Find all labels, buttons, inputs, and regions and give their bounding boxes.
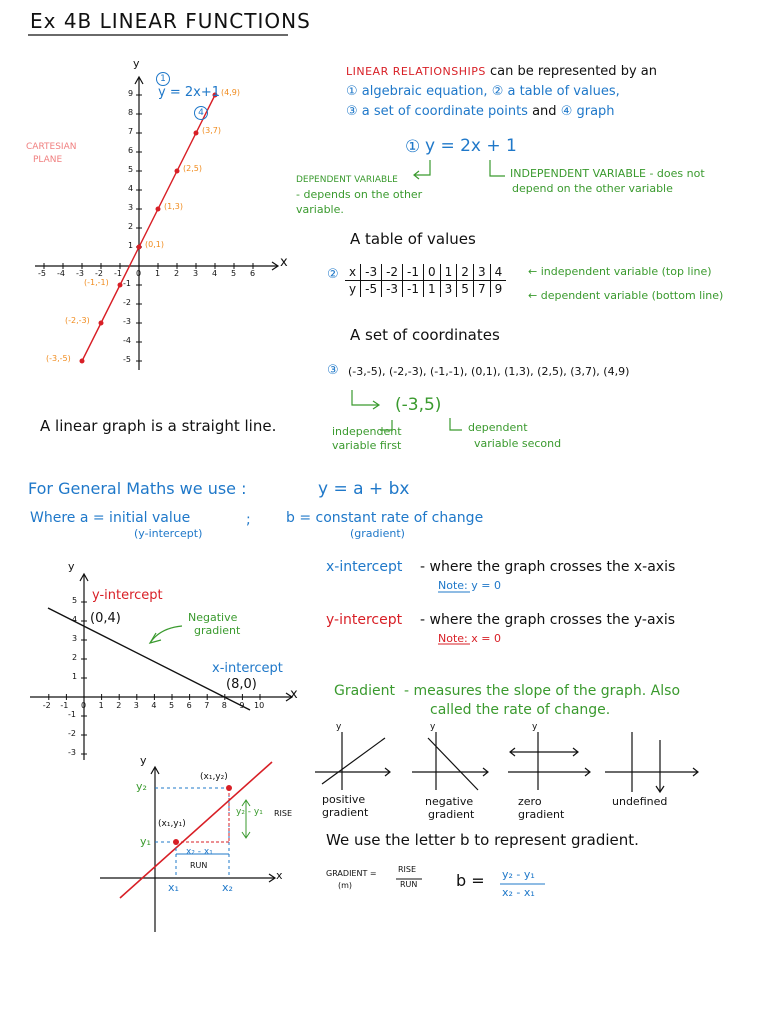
- graph2-y-label: y: [68, 560, 75, 573]
- graph1-x-tick-label: 2: [174, 269, 180, 278]
- graph3-run-expr: x₂ - x₁: [186, 847, 213, 857]
- y-intercept-note: Note: x = 0: [438, 632, 501, 645]
- mini-zero-y: y: [532, 722, 538, 732]
- formula-b-eq: b =: [456, 871, 485, 890]
- graph1-y-tick-label: -2: [123, 298, 131, 307]
- table-x-cell: -3: [361, 264, 382, 281]
- mini-positive: [315, 732, 390, 790]
- graph1-graph-num: 4: [194, 106, 208, 120]
- graph1-point-label: (2,5): [183, 164, 202, 173]
- graph2-x-tick-label: 0: [81, 701, 87, 710]
- formula-denominator: x₂ - x₁: [502, 886, 535, 899]
- cap-positive-1: positive: [322, 793, 366, 806]
- table-x-cell: 3: [473, 264, 490, 281]
- graph1-y-tick-label: 6: [128, 146, 134, 155]
- eq-block-equation: y = 2x + 1: [425, 136, 517, 156]
- formula-gradient: GRADIENT =: [326, 869, 377, 878]
- plane-label-1: CARTESIAN: [26, 142, 77, 152]
- graph3-point-2: [226, 785, 232, 791]
- graph1-x-tick-label: -5: [38, 269, 46, 278]
- graph1-eq-num: 1: [156, 72, 170, 86]
- table-y-cell: y: [349, 282, 357, 296]
- gradient-term: Gradient: [334, 683, 395, 699]
- table-y-cell: 1: [424, 281, 441, 298]
- graph1-x-tick-label: 3: [193, 269, 199, 278]
- formula-rise: RISE: [398, 865, 417, 874]
- mini-zero: [508, 732, 590, 790]
- graph1-y-tick-label: 7: [128, 127, 134, 136]
- graph1-line: [80, 93, 218, 364]
- general-maths-line: For General Maths we use :: [28, 479, 247, 498]
- graph1-point: [137, 245, 142, 250]
- graph2-y-tick-label: -3: [68, 748, 76, 757]
- graph1-y-tick-label: 4: [128, 184, 134, 193]
- coords-dep1: dependent: [468, 421, 528, 434]
- general-maths-sep: ;: [246, 512, 251, 528]
- formula-run: RUN: [400, 880, 418, 889]
- coords-num: ③: [327, 363, 339, 378]
- general-maths-b: b = constant rate of change: [286, 510, 484, 526]
- graph1-y-tick-label: -1: [123, 279, 131, 288]
- table-bottom-note: ← dependent variable (bottom line): [528, 289, 724, 302]
- table-num: ②: [327, 267, 339, 282]
- indep-desc: depend on the other variable: [512, 182, 673, 195]
- graph1-x-tick-label: -1: [114, 269, 122, 278]
- table-top-note: ← independent variable (top line): [528, 265, 712, 278]
- eq-block-num: ①: [405, 137, 421, 157]
- dep-desc1: - depends on the other: [296, 188, 423, 201]
- graph3-rise: RISE: [274, 809, 293, 818]
- graph3-rise-expr: y₂ - y₁: [236, 807, 263, 817]
- table-y-cell: -3: [382, 281, 403, 298]
- gradient-letter-note: We use the letter b to represent gradient.: [326, 831, 639, 849]
- coords-indep2: variable first: [332, 439, 402, 452]
- graph2-y-tick-label: 2: [72, 653, 78, 662]
- graph1-point: [118, 283, 123, 288]
- indep-arrow: [490, 160, 505, 176]
- graph1-point: [80, 359, 85, 364]
- graph1-x-tick-label: 4: [212, 269, 218, 278]
- graph1-y-tick-label: 1: [128, 241, 134, 250]
- graph1-x-tick-label: 6: [250, 269, 256, 278]
- graph1-point-label: (-1,-1): [84, 278, 109, 287]
- x-intercept-desc: - where the graph crosses the x-axis: [420, 559, 676, 575]
- plane-label-2: PLANE: [33, 155, 63, 165]
- graph2-negative-1: Negative: [188, 611, 238, 624]
- table-x-cell: 1: [440, 264, 457, 281]
- graph1-x-tick-label: 0: [136, 269, 142, 278]
- coords-indep1: independent: [332, 425, 402, 438]
- graph1-y-tick-label: 2: [128, 222, 134, 231]
- mini-undefined: [605, 732, 698, 792]
- dep-desc2: variable.: [296, 203, 344, 216]
- graph1-y-tick-label: -4: [123, 336, 131, 345]
- graph1-y-tick-label: 8: [128, 108, 134, 117]
- y-intercept-term: y-intercept: [326, 612, 403, 628]
- graph2-x-tick-label: 7: [204, 701, 210, 710]
- graph2-x-tick-label: 5: [169, 701, 175, 710]
- intro-line3: [346, 105, 615, 119]
- graph1-point-label: (0,1): [145, 240, 164, 249]
- graph2-x-tick-label: 9: [239, 701, 245, 710]
- table-x-cell: 2: [457, 264, 474, 281]
- graph3-p1: (x₁,y₁): [158, 819, 186, 829]
- graph1-x-tick-label: 1: [155, 269, 161, 278]
- dep-title: DEPENDENT VARIABLE: [296, 175, 398, 185]
- graph2-y-intercept-point: (0,4): [90, 611, 121, 626]
- general-maths-equation: y = a + bx: [318, 479, 410, 499]
- gradient-desc2: called the rate of change.: [430, 702, 611, 718]
- general-maths-where: Where a = initial value: [30, 510, 191, 526]
- cap-zero-1: zero: [518, 795, 542, 808]
- table-x-cell: -2: [382, 264, 403, 281]
- graph2-y-tick-label: 3: [72, 634, 78, 643]
- graph2-x-label: x: [290, 687, 298, 702]
- graph1-point-label: (-2,-3): [65, 316, 90, 325]
- table-row-x: [345, 264, 506, 281]
- table-heading: A table of values: [350, 230, 476, 248]
- graph3-p2: (x₁,y₂): [200, 772, 228, 782]
- graph2-x-tick-label: 10: [254, 701, 265, 710]
- linear-graph-note: A linear graph is a straight line.: [40, 417, 277, 435]
- intro-line1-text: can be represented by an: [489, 64, 657, 79]
- table-x-cell: 0: [424, 264, 441, 281]
- graph1-point: [194, 131, 199, 136]
- intro-and: and: [532, 104, 557, 119]
- table-y-cell: 7: [473, 281, 490, 298]
- graph1-x-tick-label: -2: [95, 269, 103, 278]
- gradient-desc1: - measures the slope of the graph. Also: [404, 683, 681, 699]
- graph1-point: [156, 207, 161, 212]
- graph1-y-label: y: [133, 57, 140, 70]
- graph2-negative-2: gradient: [194, 624, 241, 637]
- graph2-x-tick-label: 4: [151, 701, 157, 710]
- cap-negative-1: negative: [425, 795, 474, 808]
- graph1-y-tick-label: 9: [128, 89, 134, 98]
- graph1-x-tick-label: -3: [76, 269, 84, 278]
- graph1-point-label: (4,9): [221, 88, 240, 97]
- graph2-x-tick-label: 1: [98, 701, 104, 710]
- graph2-x-tick-label: 8: [221, 701, 227, 710]
- table-x-cell: x: [345, 264, 361, 281]
- table-y-cell: 3: [440, 281, 457, 298]
- cap-undefined: undefined: [612, 795, 668, 808]
- graph2-x-tick-label: -1: [60, 701, 69, 710]
- coords-dep2: variable second: [474, 437, 562, 450]
- general-maths-b-sub: (gradient): [350, 527, 405, 540]
- graph2-x-tick-label: -2: [42, 701, 51, 710]
- coords-list: (-3,-5), (-2,-3), (-1,-1), (0,1), (1,3), (2,5), (3,7), (4,9): [348, 365, 630, 378]
- formula-m: (m): [338, 881, 353, 890]
- intro-line2: [346, 85, 620, 99]
- table-row-y: [345, 281, 506, 298]
- graph2-y-intercept-label: y-intercept: [92, 588, 163, 603]
- graph3-x2: x₂: [222, 881, 233, 894]
- indep-title: INDEPENDENT VARIABLE - does not: [510, 167, 705, 180]
- intro-line1: [346, 65, 657, 79]
- cap-positive-2: gradient: [322, 806, 369, 819]
- graph2-y-tick-label: 1: [72, 672, 78, 681]
- graph3-y1: y₁: [140, 835, 151, 848]
- intro-item2: ② a table of values,: [491, 84, 620, 99]
- graph2-x-intercept-point: (8,0): [226, 677, 257, 692]
- graph3-triangle: [176, 788, 229, 842]
- mini-negative-y: y: [430, 722, 436, 732]
- values-table: [345, 264, 506, 297]
- graph1-y-tick-label: -3: [123, 317, 131, 326]
- graph1-equation: y = 2x+1: [158, 85, 220, 100]
- intro-item1: ① algebraic equation,: [346, 84, 488, 99]
- table-y-cell: 5: [457, 281, 474, 298]
- graph1-point: [175, 169, 180, 174]
- graph2-y-tick-label: 4: [72, 615, 78, 624]
- coords-example: (-3,5): [395, 395, 442, 415]
- graph2-x-tick-label: 6: [186, 701, 192, 710]
- graph3-run: RUN: [190, 861, 208, 870]
- graph3-point-1: [173, 839, 179, 845]
- linear-relationships-term: LINEAR RELATIONSHIPS: [346, 65, 486, 78]
- general-maths-a-sub: (y-intercept): [134, 527, 203, 540]
- graph1-y-tick-label: 5: [128, 165, 134, 174]
- graph3-y-label: y: [140, 754, 147, 767]
- graph1-y-tick-label: 3: [128, 203, 134, 212]
- intro-item4: ④ graph: [560, 104, 615, 119]
- x-intercept-note: Note: y = 0: [438, 579, 501, 592]
- graph2-y-tick-label: 5: [72, 596, 78, 605]
- x-intercept-term: x-intercept: [326, 559, 403, 575]
- coords-arrow-3: [450, 418, 462, 430]
- graph2-x-tick-label: 2: [116, 701, 122, 710]
- mini-positive-y: y: [336, 722, 342, 732]
- graph1-x-tick-label: 5: [231, 269, 237, 278]
- mini-negative: [412, 732, 488, 790]
- y-intercept-desc: - where the graph crosses the y-axis: [420, 612, 676, 628]
- table-y-cell: 9: [490, 281, 506, 298]
- graph3-x-label: x: [276, 869, 283, 882]
- graph2-y-tick-label: -2: [68, 729, 76, 738]
- graph1-y-tick-label: -5: [123, 355, 131, 364]
- graph2-x-tick-label: 3: [133, 701, 139, 710]
- graph2-x-intercept-label: x-intercept: [212, 661, 283, 676]
- graph1-point-label: (-3,-5): [46, 354, 71, 363]
- intro-item3: ③ a set of coordinate points: [346, 104, 528, 119]
- coords-heading: A set of coordinates: [350, 326, 500, 344]
- graph1-x-label: x: [280, 255, 288, 270]
- graph3-x1: x₁: [168, 881, 179, 894]
- table-x-cell: -1: [403, 264, 424, 281]
- cap-negative-2: gradient: [428, 808, 475, 821]
- table-y-cell: -1: [403, 281, 424, 298]
- cap-zero-2: gradient: [518, 808, 565, 821]
- graph1-axes: [35, 77, 278, 370]
- formula-numerator: y₂ - y₁: [502, 868, 535, 881]
- graph1-point-label: (1,3): [164, 202, 183, 211]
- graph2-y-tick-label: -1: [68, 710, 76, 719]
- page-title: Ex 4B LINEAR FUNCTIONS: [30, 9, 311, 33]
- graph1-x-tick-label: -4: [57, 269, 65, 278]
- graph1-point-label: (3,7): [202, 126, 221, 135]
- table-x-cell: 4: [490, 264, 506, 281]
- graph3-y2: y₂: [136, 780, 147, 793]
- graph1-point: [99, 321, 104, 326]
- table-y-cell: -5: [361, 281, 382, 298]
- coords-arrow-1: [352, 390, 378, 405]
